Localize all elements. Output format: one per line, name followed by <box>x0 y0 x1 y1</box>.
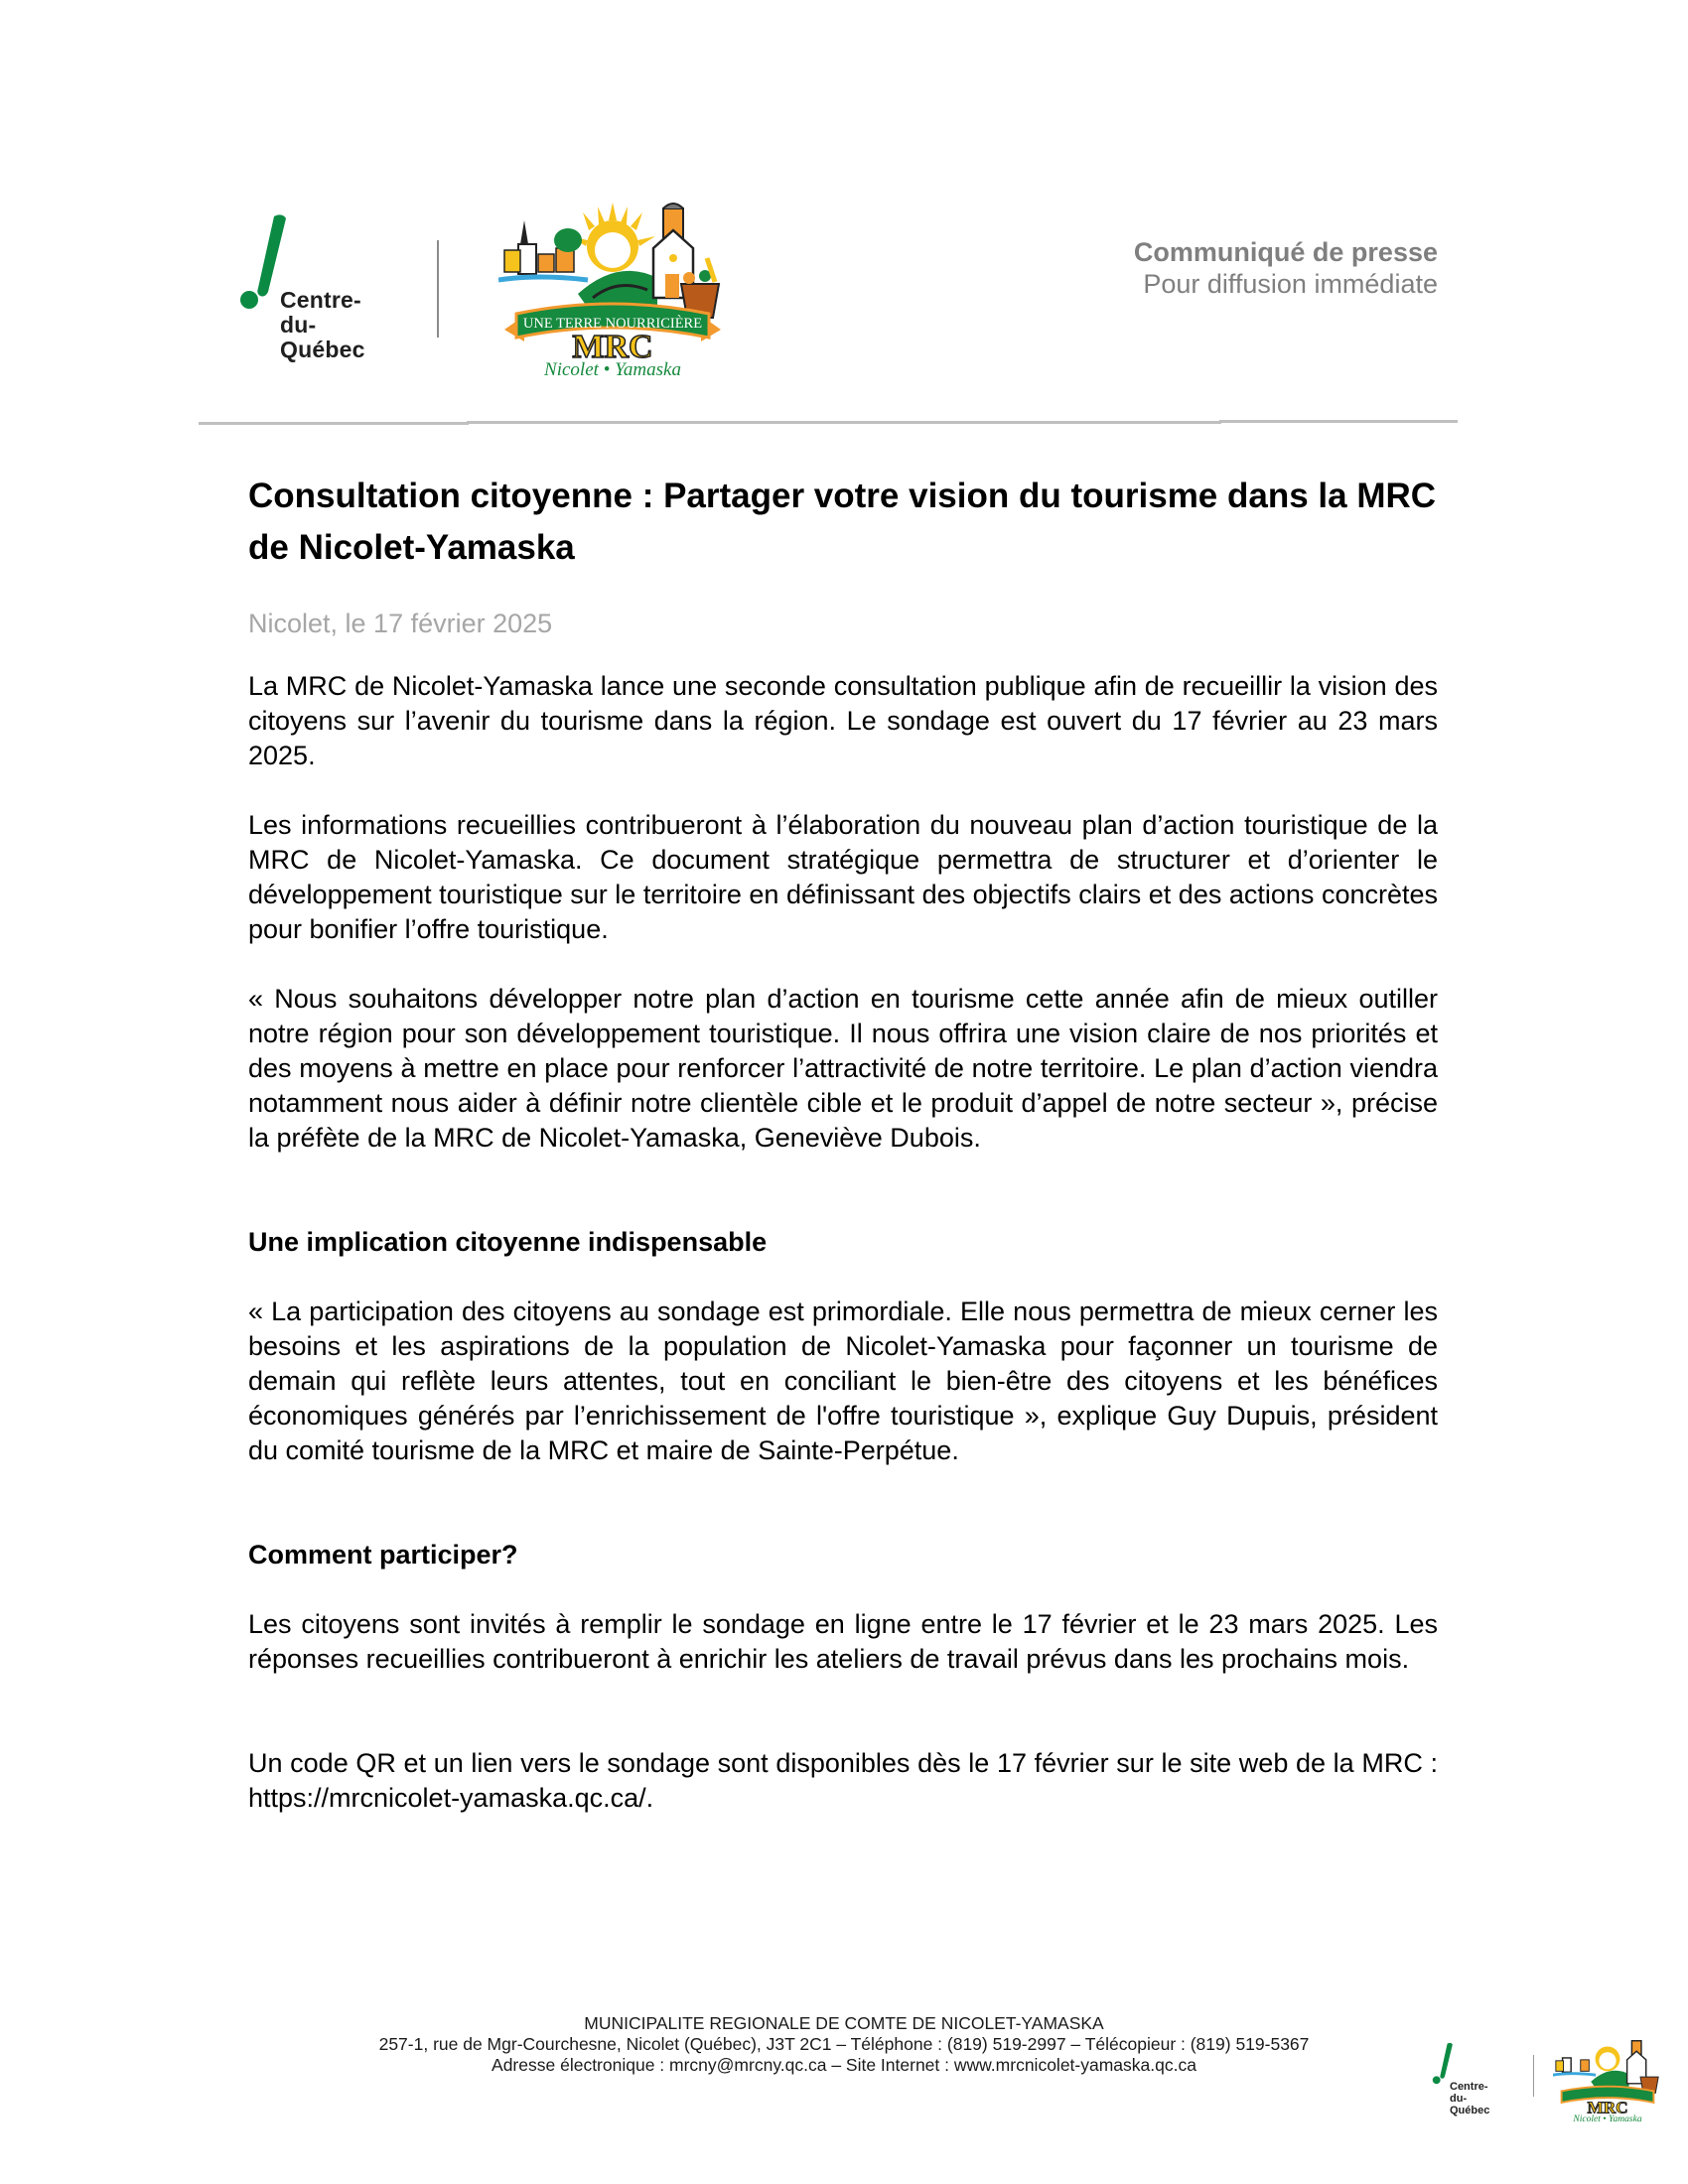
paragraph-plan: Les informations recueillies contribueront à l’élaboration du nouveau plan d’action touristique de la MRC de Nicolet-Yamaska. Ce document stratégique permettra de structurer et d’orienter le développement touristique sur le territoire en définissant des objectifs clairs et des actions concrètes pour bonifier l’offre touristique. <box>248 810 1438 944</box>
footer-mrc-acronym: MRC <box>1587 2098 1628 2117</box>
footer-mrc-logo <box>1553 2035 1662 2122</box>
section-heading-implication: Une implication citoyenne indispensable <box>248 1227 768 1257</box>
paragraph-intro: La MRC de Nicolet-Yamaska lance une seconde consultation publique afin de recueillir la vision des citoyens sur l’avenir du tourisme dans la région. Le sondage est ouvert du 17 février au 23 mars 2025. <box>248 671 1438 770</box>
footer-cdq-text <box>1450 2081 1489 2116</box>
footer-cdq-line-3: Québec <box>1450 2105 1490 2116</box>
dateline: Nicolet, le 17 février 2025 <box>248 609 553 638</box>
footer-address: 257-1, rue de Mgr-Courchesne, Nicolet (Québec), J3T 2C1 – Téléphone : (819) 519-2997 – Télécopieur : (819) 519-5367 <box>378 2034 1310 2054</box>
cdq-logo-text <box>280 288 365 362</box>
paragraph-quote-president: « La participation des citoyens au sondage est primordiale. Elle nous permettra de mieux cerner les besoins et les aspirations de la population de Nicolet-Yamaska pour façonner un tourisme de demain qui reflète leurs attentes, tout en conciliant le bien-être des citoyens et les bénéfices économiques générés par l’enrichissement de l'offre touristique », explique Guy Dupuis, président du comité tourisme de la MRC et maire de Sainte-Perpétue. <box>248 1297 1438 1465</box>
paragraph-qr-link: Un code QR et un lien vers le sondage sont disponibles dès le 17 février sur le site web de la MRC : https://mrcnicolet-yamaska.qc.ca/. <box>248 1748 1438 1813</box>
footer-org: MUNICIPALITE REGIONALE DE COMTE DE NICOLET-YAMASKA <box>584 2013 1104 2033</box>
footer-cdq-logo <box>1430 2041 1499 2120</box>
paragraph-participation: Les citoyens sont invités à remplir le sondage en ligne entre le 17 février et le 23 mars 2025. Les réponses recueillies contribueront à enrichir les ateliers de travail prévus dans les prochains mois. <box>248 1609 1438 1674</box>
cdq-line-1: Centre- <box>280 287 361 313</box>
logo-divider <box>437 240 439 338</box>
footer-email-web: Adresse électronique : mrcny@mrcny.qc.ca – Site Internet : www.mrcnicolet-yamaska.qc.ca <box>492 2055 1196 2075</box>
barn-illustration <box>653 204 719 318</box>
footer-mrc-script: Nicolet • Yamaska <box>1573 2114 1642 2122</box>
cdq-line-3: Québec <box>280 337 365 362</box>
footer-logos <box>1430 2035 1668 2124</box>
press-release-label <box>1134 236 1438 300</box>
press-type: Communiqué de presse <box>1133 237 1438 267</box>
footer-contact <box>248 2013 1440 2076</box>
centre-du-quebec-logo <box>238 210 387 369</box>
article-title: Consultation citoyenne : Partager votre vision du tourisme dans la MRC de Nicolet-Yamaska <box>248 477 1437 567</box>
mrc-acronym: MRC <box>572 329 653 365</box>
paragraph-quote-prefet: « Nous souhaitons développer notre plan d’action en tourisme cette année afin de mieux outiller notre région pour son développement touristique. Il nous offrira une vision claire de nos priorités et des moyens à mettre en place pour renforcer l’attractivité de notre territoire. Le plan d’action viendra notamment nous aider à définir notre clientèle cible et le produit d’appel de notre secteur », précise la préfète de la MRC de Nicolet-Yamaska, Geneviève Dubois. <box>248 984 1438 1153</box>
footer-cdq-line-2: du- <box>1450 2093 1468 2105</box>
sun-icon <box>570 203 655 272</box>
banner-text: UNE TERRE NOURRICIÈRE <box>522 316 703 332</box>
release-note: Pour diffusion immédiate <box>1143 269 1438 299</box>
footer-cdq-line-1: Centre- <box>1450 2081 1488 2093</box>
footer-logo-divider <box>1533 2055 1534 2097</box>
cdq-line-2: du- <box>280 312 317 338</box>
mrc-script-name: Nicolet • Yamaska <box>544 359 681 377</box>
mrc-nicolet-yamaska-logo <box>498 199 727 377</box>
section-heading-participer: Comment participer? <box>248 1540 518 1570</box>
